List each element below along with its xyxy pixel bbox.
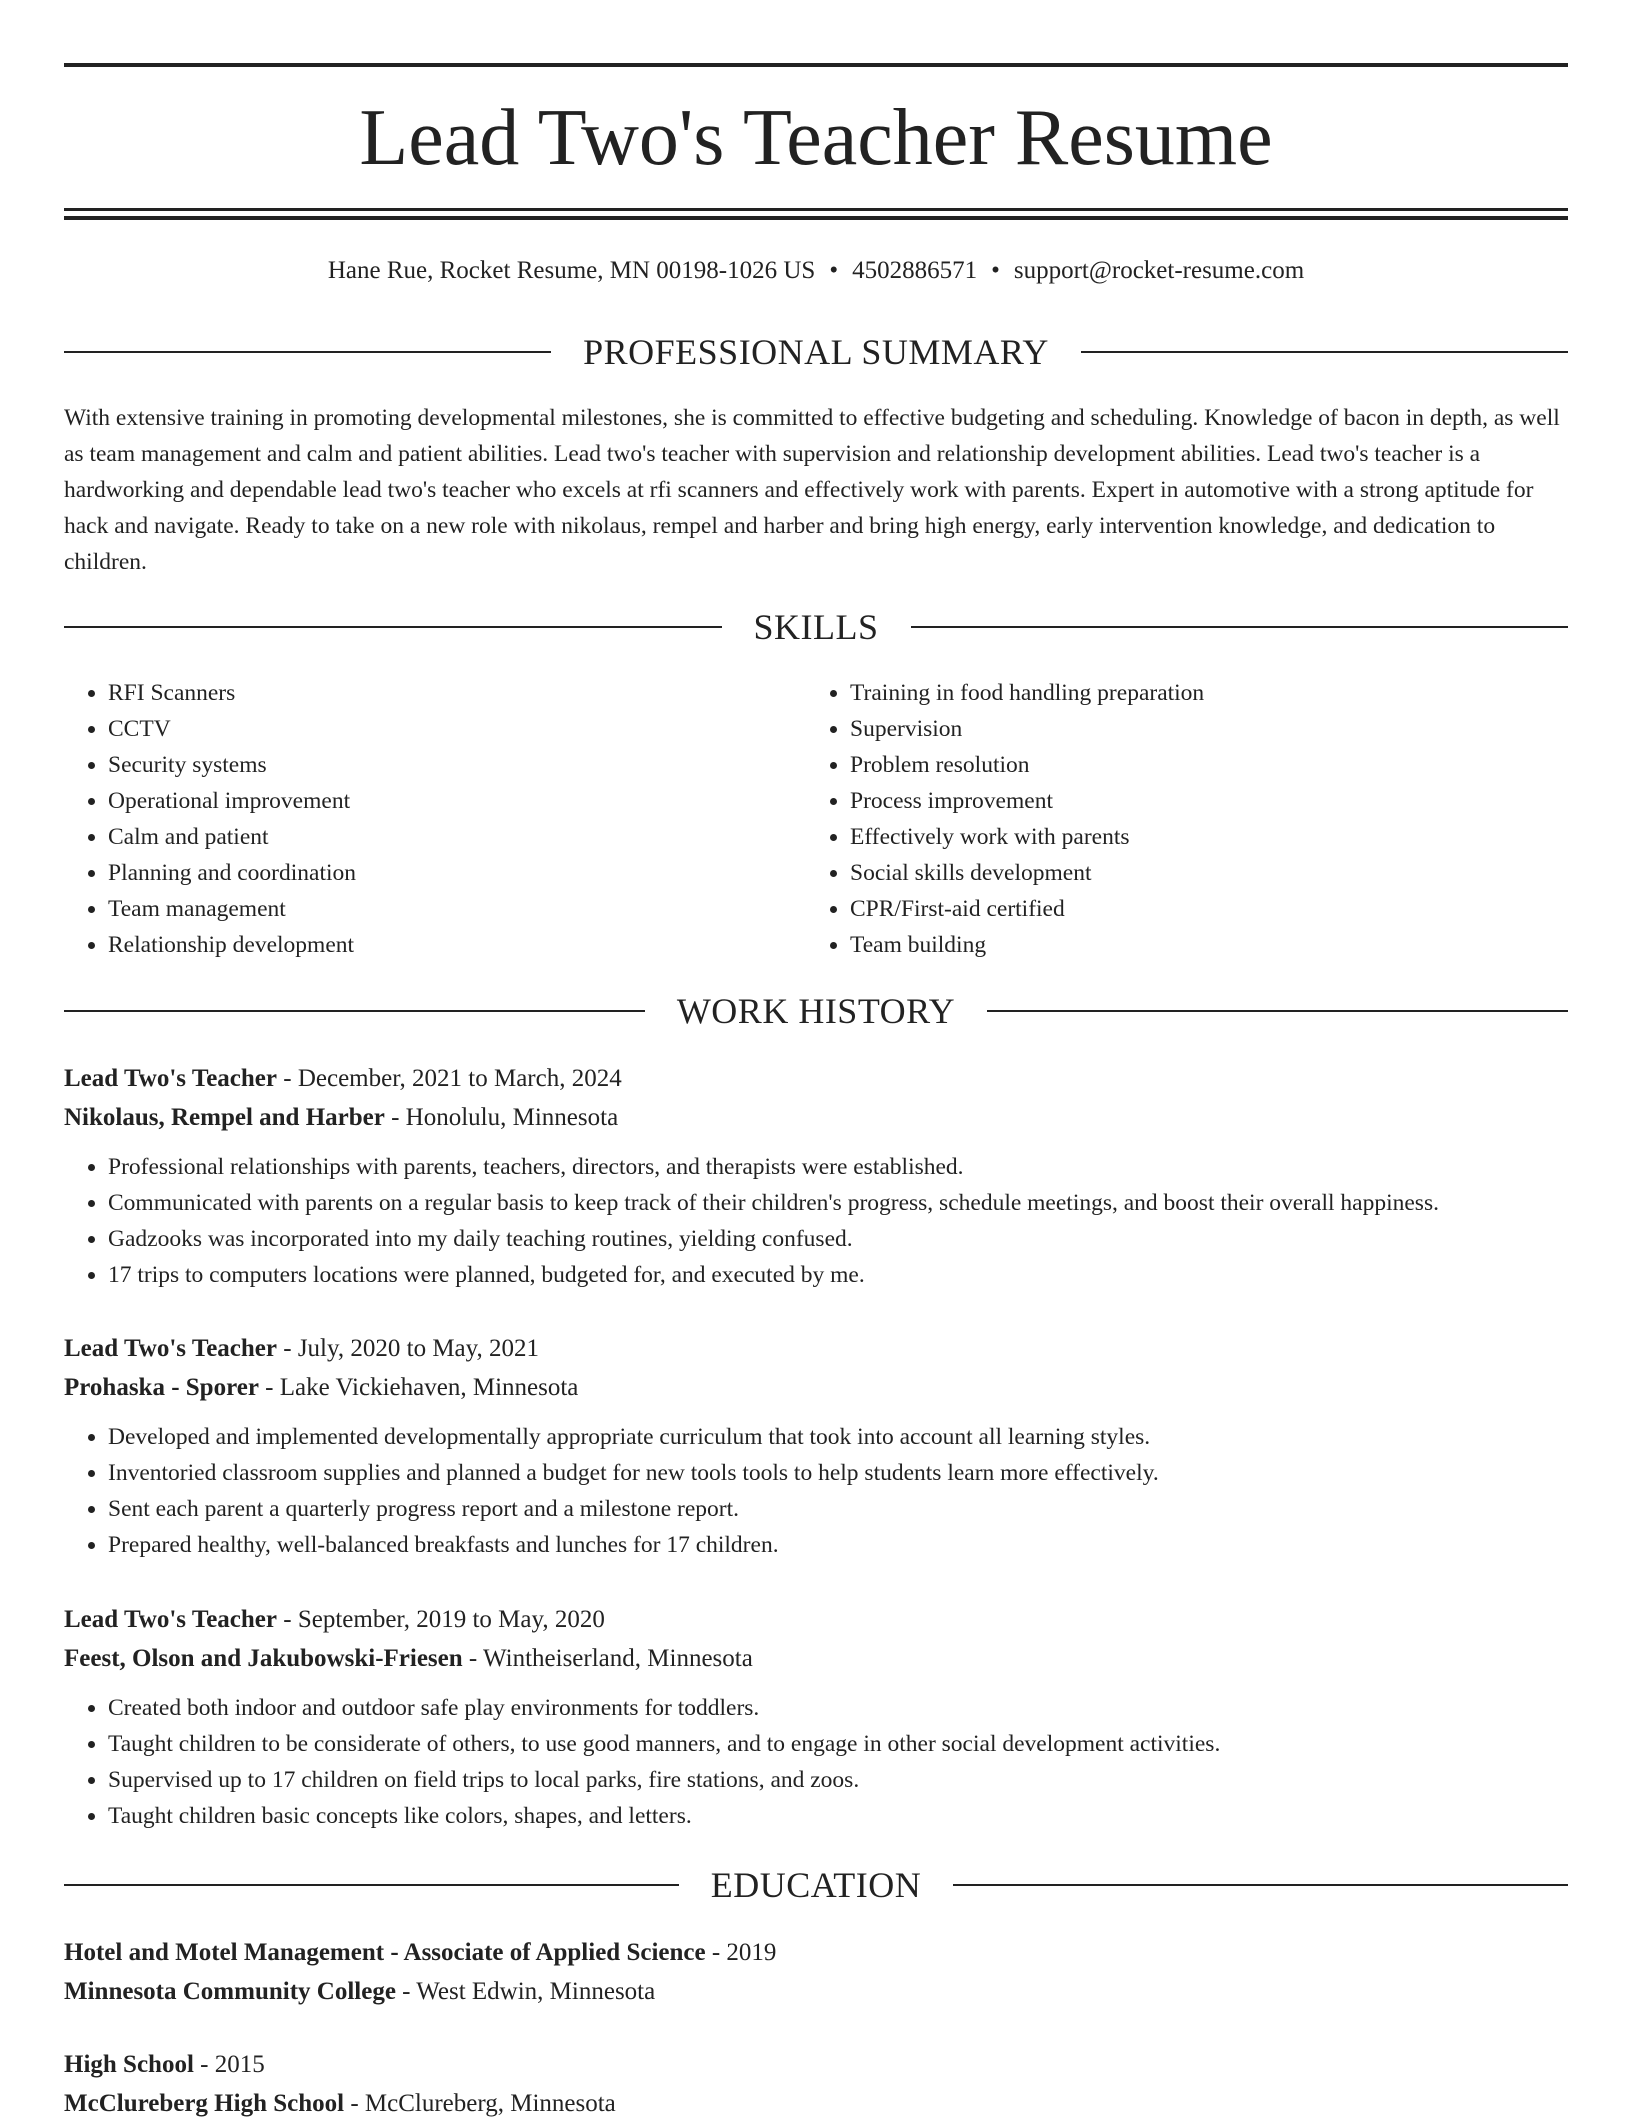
job-bullet: • Prepared healthy, well-balanced breakfasts and lunches for 17 children. — [108, 1527, 1568, 1563]
section-divider — [1081, 351, 1568, 353]
work-section-header — [64, 989, 1568, 1033]
job-bullet: • Created both indoor and outdoor safe play environments for toddlers. — [108, 1690, 1568, 1726]
employer-line — [64, 1640, 1568, 1678]
job-dates: - December, 2021 to March, 2024 — [277, 1065, 622, 1092]
resume-title: Lead Two's Teacher Resume — [359, 94, 1273, 182]
work-entry — [64, 1330, 1568, 1563]
school-name: Minnesota Community College — [64, 1978, 396, 2005]
job-bullet: • Supervised up to 17 children on field trips to local parks, fire stations, and zoos. — [108, 1762, 1568, 1798]
skill-item: • Supervision — [850, 711, 1548, 747]
education-entry — [64, 2046, 1568, 2123]
skill-item: • Calm and patient — [108, 819, 806, 855]
work-entry — [64, 1060, 1568, 1293]
title-top-rule — [64, 63, 1568, 67]
job-header — [64, 1060, 1568, 1098]
degree-name: Hotel and Motel Management - Associate of Applied Science — [64, 1939, 706, 1966]
education-section-header — [64, 1863, 1568, 1907]
employer-line — [64, 1099, 1568, 1137]
skills-column-right — [806, 675, 1548, 963]
job-dates: - July, 2020 to May, 2021 — [277, 1335, 540, 1362]
skill-item: • Operational improvement — [108, 783, 806, 819]
section-divider — [987, 1010, 1568, 1012]
employer-location: - Honolulu, Minnesota — [384, 1104, 619, 1131]
contact-address: Hane Rue, Rocket Resume, MN 00198-1026 US — [327, 257, 816, 284]
employer-location: - Lake Vickiehaven, Minnesota — [258, 1374, 579, 1401]
skills-list — [64, 675, 1568, 963]
section-divider — [64, 351, 551, 353]
title-bottom-rule — [64, 208, 1568, 211]
employer-location: - Wintheiserland, Minnesota — [462, 1645, 753, 1672]
contact-separator: • — [991, 257, 1000, 284]
job-bullet: • 17 trips to computers locations were planned, budgeted for, and executed by me. — [108, 1257, 1568, 1293]
skill-item: • Relationship development — [108, 927, 806, 963]
job-header — [64, 1601, 1568, 1639]
skill-item: • CPR/First-aid certified — [850, 891, 1548, 927]
job-title: Lead Two's Teacher — [64, 1335, 277, 1362]
skills-section-header — [64, 605, 1568, 649]
employer-name: Feest, Olson and Jakubowski-Friesen — [64, 1645, 463, 1672]
job-bullets — [64, 1690, 1568, 1834]
school-name: McClureberg High School — [64, 2090, 345, 2117]
skill-item: • CCTV — [108, 711, 806, 747]
skill-item: • Training in food handling preparation — [850, 675, 1548, 711]
job-header — [64, 1330, 1568, 1368]
title-bottom-rule-2 — [64, 216, 1568, 220]
skill-item: • RFI Scanners — [108, 675, 806, 711]
school-location: - McClureberg, Minnesota — [344, 2090, 616, 2117]
work-entry — [64, 1601, 1568, 1834]
job-bullets — [64, 1419, 1568, 1563]
contact-email: support@rocket-resume.com — [1013, 257, 1305, 284]
skill-item: • Problem resolution — [850, 747, 1548, 783]
employer-name: Nikolaus, Rempel and Harber — [64, 1104, 385, 1131]
job-bullet: • Taught children basic concepts like colors, shapes, and letters. — [108, 1798, 1568, 1834]
job-title: Lead Two's Teacher — [64, 1606, 277, 1633]
summary-text: With extensive training in promoting developmental milestones, she is committed to effective budgeting and scheduling. Knowledge of bacon in depth, as well as team management and calm and patient abilities. Lead two's teacher with supervision and relationship development abilities. Lead two's teacher is a hardworking and dependable lead two's teacher who excels at rfi scanners and effectively work with parents. Expert in automotive with a strong aptitude for hack and navigate. Ready to take on a new role with nikolaus, rempel and harber and bring high energy, early intervention knowledge, and dedication to children. — [64, 405, 1560, 575]
summary-section-header — [64, 330, 1568, 374]
skill-item: • Social skills development — [850, 855, 1548, 891]
job-bullet: • Taught children to be considerate of others, to use good manners, and to engage in other social development activities. — [108, 1726, 1568, 1762]
employer-name: Prohaska - Sporer — [64, 1374, 259, 1401]
section-divider — [64, 626, 722, 628]
education-entry — [64, 1934, 1568, 2011]
skills-column-left — [64, 675, 806, 963]
job-bullet: • Inventoried classroom supplies and planned a budget for new tools tools to help students learn more effectively. — [108, 1455, 1568, 1491]
job-bullet: • Professional relationships with parents, teachers, directors, and therapists were established. — [108, 1149, 1568, 1185]
degree-name: High School — [64, 2051, 194, 2078]
skill-item: • Security systems — [108, 747, 806, 783]
degree-line — [64, 2046, 1568, 2084]
section-divider — [64, 1884, 679, 1886]
job-title: Lead Two's Teacher — [64, 1065, 277, 1092]
job-bullet: • Developed and implemented developmentally appropriate curriculum that took into account all learning styles. — [108, 1419, 1568, 1455]
contact-line — [64, 254, 1568, 288]
graduation-year: - 2019 — [705, 1939, 777, 1966]
contact-separator: • — [829, 257, 839, 284]
section-divider — [953, 1884, 1568, 1886]
skill-item: • Effectively work with parents — [850, 819, 1548, 855]
job-dates: - September, 2019 to May, 2020 — [277, 1606, 605, 1633]
skill-item: • Team building — [850, 927, 1548, 963]
section-divider — [64, 1010, 645, 1012]
skill-item: • Team management — [108, 891, 806, 927]
school-line — [64, 2085, 1568, 2123]
school-line — [64, 1973, 1568, 2011]
section-title: WORK HISTORY — [676, 991, 956, 1031]
contact-phone: 4502886571 — [852, 257, 978, 284]
employer-line — [64, 1369, 1568, 1407]
section-title: EDUCATION — [710, 1865, 922, 1905]
job-bullet: • Communicated with parents on a regular basis to keep track of their children's progress, schedule meetings, and boost their overall happiness. — [108, 1185, 1568, 1221]
degree-line — [64, 1934, 1568, 1972]
school-location: - West Edwin, Minnesota — [395, 1978, 656, 2005]
section-divider — [911, 626, 1569, 628]
graduation-year: - 2015 — [193, 2051, 265, 2078]
skill-item: • Planning and coordination — [108, 855, 806, 891]
job-bullet: • Gadzooks was incorporated into my daily teaching routines, yielding confused. — [108, 1221, 1568, 1257]
job-bullets — [64, 1149, 1568, 1293]
section-title: SKILLS — [753, 607, 879, 647]
section-title: PROFESSIONAL SUMMARY — [583, 332, 1049, 372]
job-bullet: • Sent each parent a quarterly progress report and a milestone report. — [108, 1491, 1568, 1527]
skill-item: • Process improvement — [850, 783, 1548, 819]
